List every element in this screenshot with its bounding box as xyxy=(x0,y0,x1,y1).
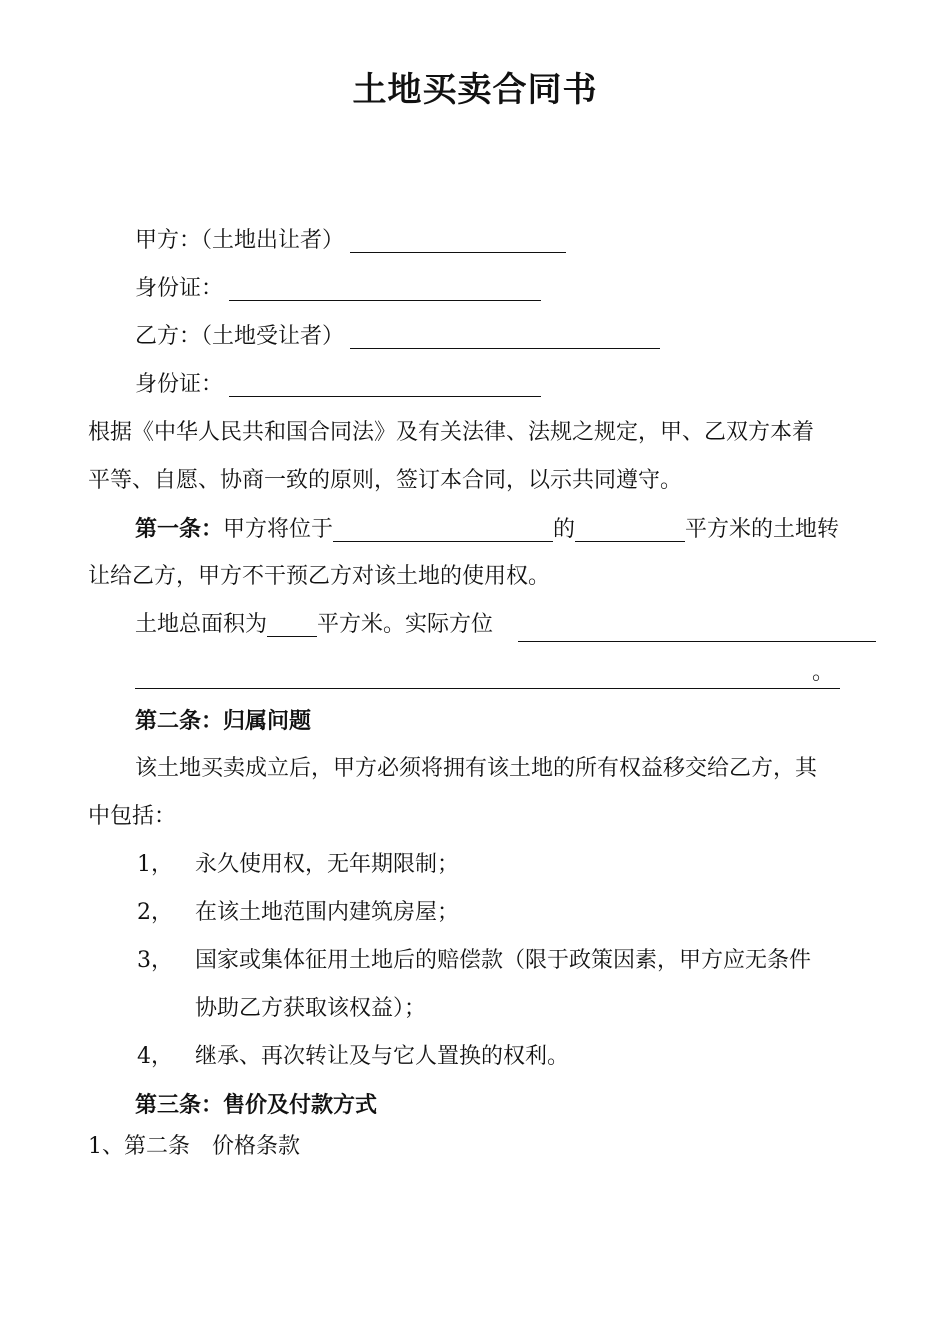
article-1-text-c: 平方米的土地转 xyxy=(685,517,840,542)
id-b-line xyxy=(135,370,541,400)
item-4-number: 4， xyxy=(137,1044,173,1069)
article-3-heading: 第三条：售价及付款方式 xyxy=(135,1092,378,1118)
id-a-blank[interactable] xyxy=(229,278,541,301)
direction-blank-continued[interactable] xyxy=(135,688,840,689)
size-blank[interactable] xyxy=(575,519,685,542)
article-1-text-b: 的 xyxy=(553,517,576,542)
id-label-a: 身份证： xyxy=(135,276,224,301)
party-b-label: 乙方：（土地受让者） xyxy=(135,324,345,349)
article-2-heading: 第二条：归属问题 xyxy=(135,708,312,734)
item-3-number: 3， xyxy=(137,948,173,973)
area-text-b: 平方米。实际方位 xyxy=(317,612,494,637)
intro-line-1: 根据《中华人民共和国合同法》及有关法律、法规之规定，甲、乙双方本着 xyxy=(88,420,815,445)
document-title: 土地买卖合同书 xyxy=(352,70,598,110)
id-a-line xyxy=(135,274,541,304)
item-3-text: 国家或集体征用土地后的赔偿款（限于政策因素，甲方应无条件 xyxy=(195,948,812,973)
article-1-line-1 xyxy=(135,514,839,545)
party-a-blank[interactable] xyxy=(350,230,566,253)
item-3-text-continued: 协助乙方获取该权益）； xyxy=(195,996,427,1021)
direction-blank[interactable] xyxy=(518,641,876,642)
period-mark: 。 xyxy=(812,660,835,685)
article-2-line-1: 该土地买卖成立后，甲方必须将拥有该土地的所有权益移交给乙方，其 xyxy=(135,756,818,781)
id-b-blank[interactable] xyxy=(229,374,541,397)
party-b-line xyxy=(135,322,660,352)
area-blank[interactable] xyxy=(267,614,317,637)
party-a-line xyxy=(135,226,566,256)
party-a-label: 甲方：（土地出让者） xyxy=(135,228,345,253)
article-3-line-1: 1、第二条 价格条款 xyxy=(88,1134,300,1159)
party-b-blank[interactable] xyxy=(350,326,660,349)
area-line xyxy=(135,610,493,640)
article-1-text-a: 甲方将位于 xyxy=(223,517,334,542)
article-1-line-2: 让给乙方，甲方不干预乙方对该土地的使用权。 xyxy=(88,564,551,589)
id-label-b: 身份证： xyxy=(135,372,224,397)
article-1-heading: 第一条： xyxy=(135,516,224,542)
item-1-number: 1， xyxy=(137,852,173,877)
article-2-line-2: 中包括： xyxy=(88,804,177,829)
item-1-text: 永久使用权，无年期限制； xyxy=(195,852,460,877)
area-text-a: 土地总面积为 xyxy=(135,612,268,637)
item-2-text: 在该土地范围内建筑房屋； xyxy=(195,900,460,925)
item-4-text: 继承、再次转让及与它人置换的权利。 xyxy=(195,1044,570,1069)
intro-line-2: 平等、自愿、协商一致的原则，签订本合同，以示共同遵守。 xyxy=(88,468,683,493)
item-2-number: 2， xyxy=(137,900,173,925)
location-blank[interactable] xyxy=(333,519,553,542)
